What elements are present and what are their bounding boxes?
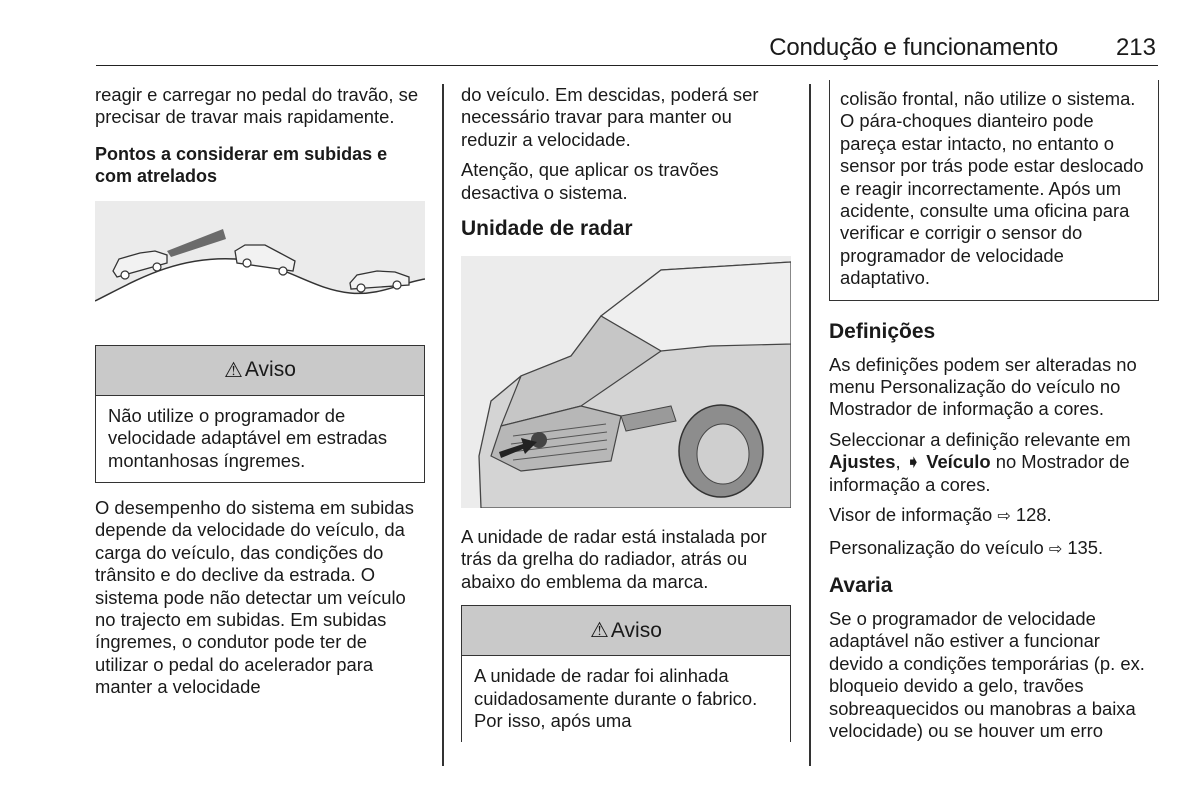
hills-cars-drawing [95, 201, 425, 331]
heading-fault: Avaria [829, 573, 893, 597]
reference-page: 135. [1062, 536, 1104, 558]
text-fragment: no Mostrador de informação a cores. [829, 451, 1130, 495]
menu-ajustes: Ajustes [829, 451, 896, 473]
warning-header [462, 606, 790, 656]
column-divider [442, 84, 444, 766]
subheading-hills: Pontos a considerar em subidas e com atrelados [95, 143, 388, 186]
warning-text: A unidade de radar foi alinhada cuidadosamente durante o fabrico. Por isso, após uma [474, 665, 758, 732]
warning-box-radar [461, 605, 791, 742]
paragraph: Se o programador de velocidade adaptável não estiver a funcionar devido a condições temporárias (p. ex. bloqueio devido a gelo, travões sobreaquecidos ou manobras a baixa velocidade) ou se houver um erro [829, 607, 1145, 741]
page-number: 213 [1115, 34, 1156, 61]
column-2 [461, 84, 791, 742]
paragraph: A unidade de radar está instalada por trás da grelha do radiador, atrás ou abaixo do emblema da marca. [461, 526, 767, 592]
warning-title: Aviso [610, 618, 662, 642]
car-front-drawing [461, 256, 791, 508]
menu-veiculo: Veículo [926, 451, 991, 473]
column-divider [809, 84, 811, 766]
column-1 [95, 84, 425, 707]
warning-box-hills [95, 345, 425, 483]
paragraph: As definições podem ser alteradas no menu Personalização do veículo no Mostrador de informação a cores. [829, 353, 1137, 420]
page-reference-arrow-icon: ⇨ [1048, 540, 1063, 558]
cross-reference-info-display [829, 504, 1159, 528]
warning-triangle-icon: ⚠ [590, 619, 609, 643]
page-reference-arrow-icon: ⇨ [997, 508, 1011, 526]
paragraph: do veículo. Em descidas, poderá ser necessário travar para manter ou reduzir a velocidade. [461, 84, 759, 150]
reference-text: Visor de informação [829, 504, 998, 526]
warning-triangle-icon: ⚠ [224, 358, 243, 382]
paragraph: O desempenho do sistema em subidas depende da velocidade do veículo, da carga do veículo, das condições do trânsito e do declive da estrada. O sistema pode não detectar um veículo no trajecto em subidas. Em subidas íngremes, o condutor pode ter de utilizar o pedal do acelerador para manter a velocidade [95, 497, 414, 698]
warning-box-continued: colisão frontal, não utilize o sistema. O pára-choques dianteiro pode pareça estar intacto, no entanto o sensor por trás pode estar deslocado e reagir incorrectamente. Após um acidente, consulte uma oficina para verificar e corrigir o sensor do programador de velocidade adaptativo. [829, 80, 1159, 301]
radar-car-illustration [461, 256, 791, 508]
page-header [96, 34, 1158, 66]
heading-radar-unit: Unidade de radar [461, 217, 633, 241]
column-3 [829, 84, 1159, 750]
heading-settings: Definições [829, 319, 936, 343]
paragraph: Atenção, que aplicar os travões desactiva o sistema. [461, 159, 719, 203]
text-fragment: , [895, 451, 906, 473]
text-fragment: Seleccionar a definição relevante em [829, 428, 1131, 450]
paragraph-settings-path [829, 429, 1159, 496]
reference-text: Personalização do veículo [829, 536, 1049, 558]
menu-arrow-icon: ➧ [905, 451, 927, 473]
warning-text: Não utilize o programador de velocidade adaptável em estradas montanhosas íngremes. [108, 404, 388, 471]
paragraph: reagir e carregar no pedal do travão, se precisar de travar mais rapidamente. [95, 84, 419, 128]
cross-reference-personalization [829, 537, 1159, 561]
warning-header [96, 346, 424, 396]
chapter-title: Condução e funcionamento [769, 34, 1058, 61]
reference-page: 128. [1010, 504, 1052, 526]
warning-title: Aviso [244, 358, 296, 382]
hills-illustration [95, 201, 425, 331]
